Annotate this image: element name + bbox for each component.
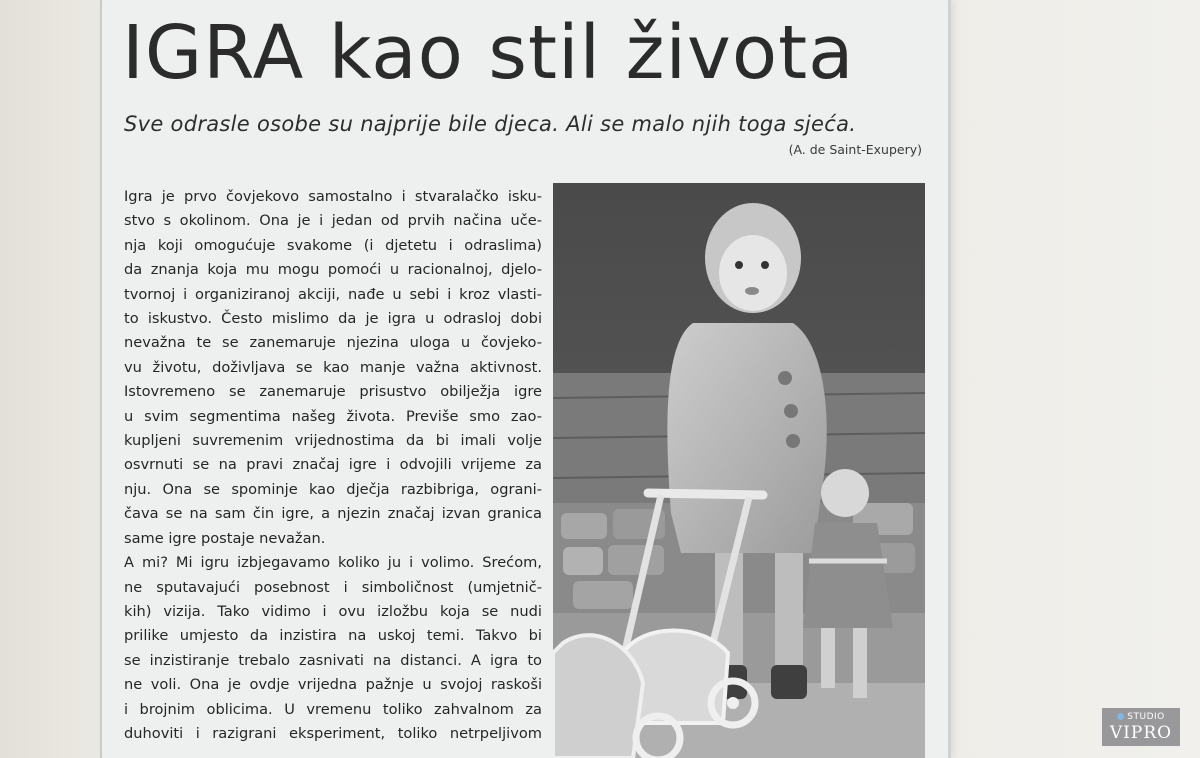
body-line: ne voli. Ona je ovdje vrijedna pažnje u svojoj raskoši: [124, 676, 542, 694]
wall-left: [0, 0, 100, 758]
vintage-photo: [553, 183, 925, 758]
body-line: nevažna te se zanemaruje njezina uloga u čovjeko-: [124, 334, 542, 352]
camera-dot-icon: [1117, 713, 1124, 720]
body-line: i brojnim oblicima. U vremenu toliko zahvalnom za: [124, 700, 542, 718]
body-line: u svim segmentima našeg života. Previše smo zao-: [124, 407, 542, 425]
body-line: tvornoj i organiziranoj akciji, nađe u sebi i kroz vlasti-: [124, 285, 542, 303]
body-line: duhoviti i razigrani eksperiment, toliko netrpeljivom: [124, 724, 542, 742]
body-line: da znanja koja mu mogu pomoći u racionalnoj, djelo-: [124, 261, 542, 279]
body-text: [124, 185, 542, 746]
body-line: kupljeni suvremenim vrijednostima da bi imali volje: [124, 432, 542, 450]
body-line: nju. Ona se spominje kao dječja razbibriga, ograni-: [124, 480, 542, 498]
watermark-small: [1102, 708, 1180, 723]
poster-quote: Sve odrasle osobe su najprije bile djeca. Ali se malo njih toga sjeća.: [124, 112, 857, 136]
body-line: prilike umjesto da inzistira na uskoj temi. Takvo bi: [124, 627, 542, 645]
body-line: Igra je prvo čovjekovo samostalno i stvaralačko isku-: [124, 188, 542, 205]
body-line: se inzistiranje trebalo zasnivati na distanci. A igra to: [124, 651, 542, 669]
body-line: nja koji omogućuje svakome (i djetetu i odraslima): [124, 236, 542, 254]
watermark-big: VIPRO: [1109, 723, 1173, 743]
body-line: čava se na sam čin igre, a njezin značaj izvan granica: [124, 505, 542, 523]
body-line: same igre postaje nevažan.: [124, 529, 326, 547]
body-line: ne sputavajući posebnost i simboličnost (umjetnič-: [124, 578, 542, 596]
quote-author: (A. de Saint-Exupery): [788, 142, 922, 157]
body-line: kih) vizija. Tako vidimo i ovu izložbu koja se nudi: [124, 602, 542, 620]
watermark: [1102, 708, 1180, 746]
poster-title: IGRA kao stil života: [122, 10, 855, 96]
watermark-small-text: STUDIO: [1127, 712, 1165, 722]
vintage-photo-child-with-doll-and-pram-icon: [553, 183, 925, 758]
body-line: to iskustvo. Često mislimo da je igra u odrasloj dobi: [124, 310, 542, 328]
body-line: vu životu, doživljava se kao manje važna aktivnost.: [124, 358, 542, 376]
body-line: A mi? Mi igru izbjegavamo koliko ju i volimo. Srećom,: [124, 554, 542, 572]
body-line: stvo s okolinom. Ona je i jedan od prvih načina uče-: [124, 212, 542, 230]
body-line: osvrnuti se na pravi značaj igre i odvojili vrijeme za: [124, 456, 542, 474]
body-line: Istovremeno se zanemaruje prisustvo obilježja igre: [124, 383, 542, 401]
